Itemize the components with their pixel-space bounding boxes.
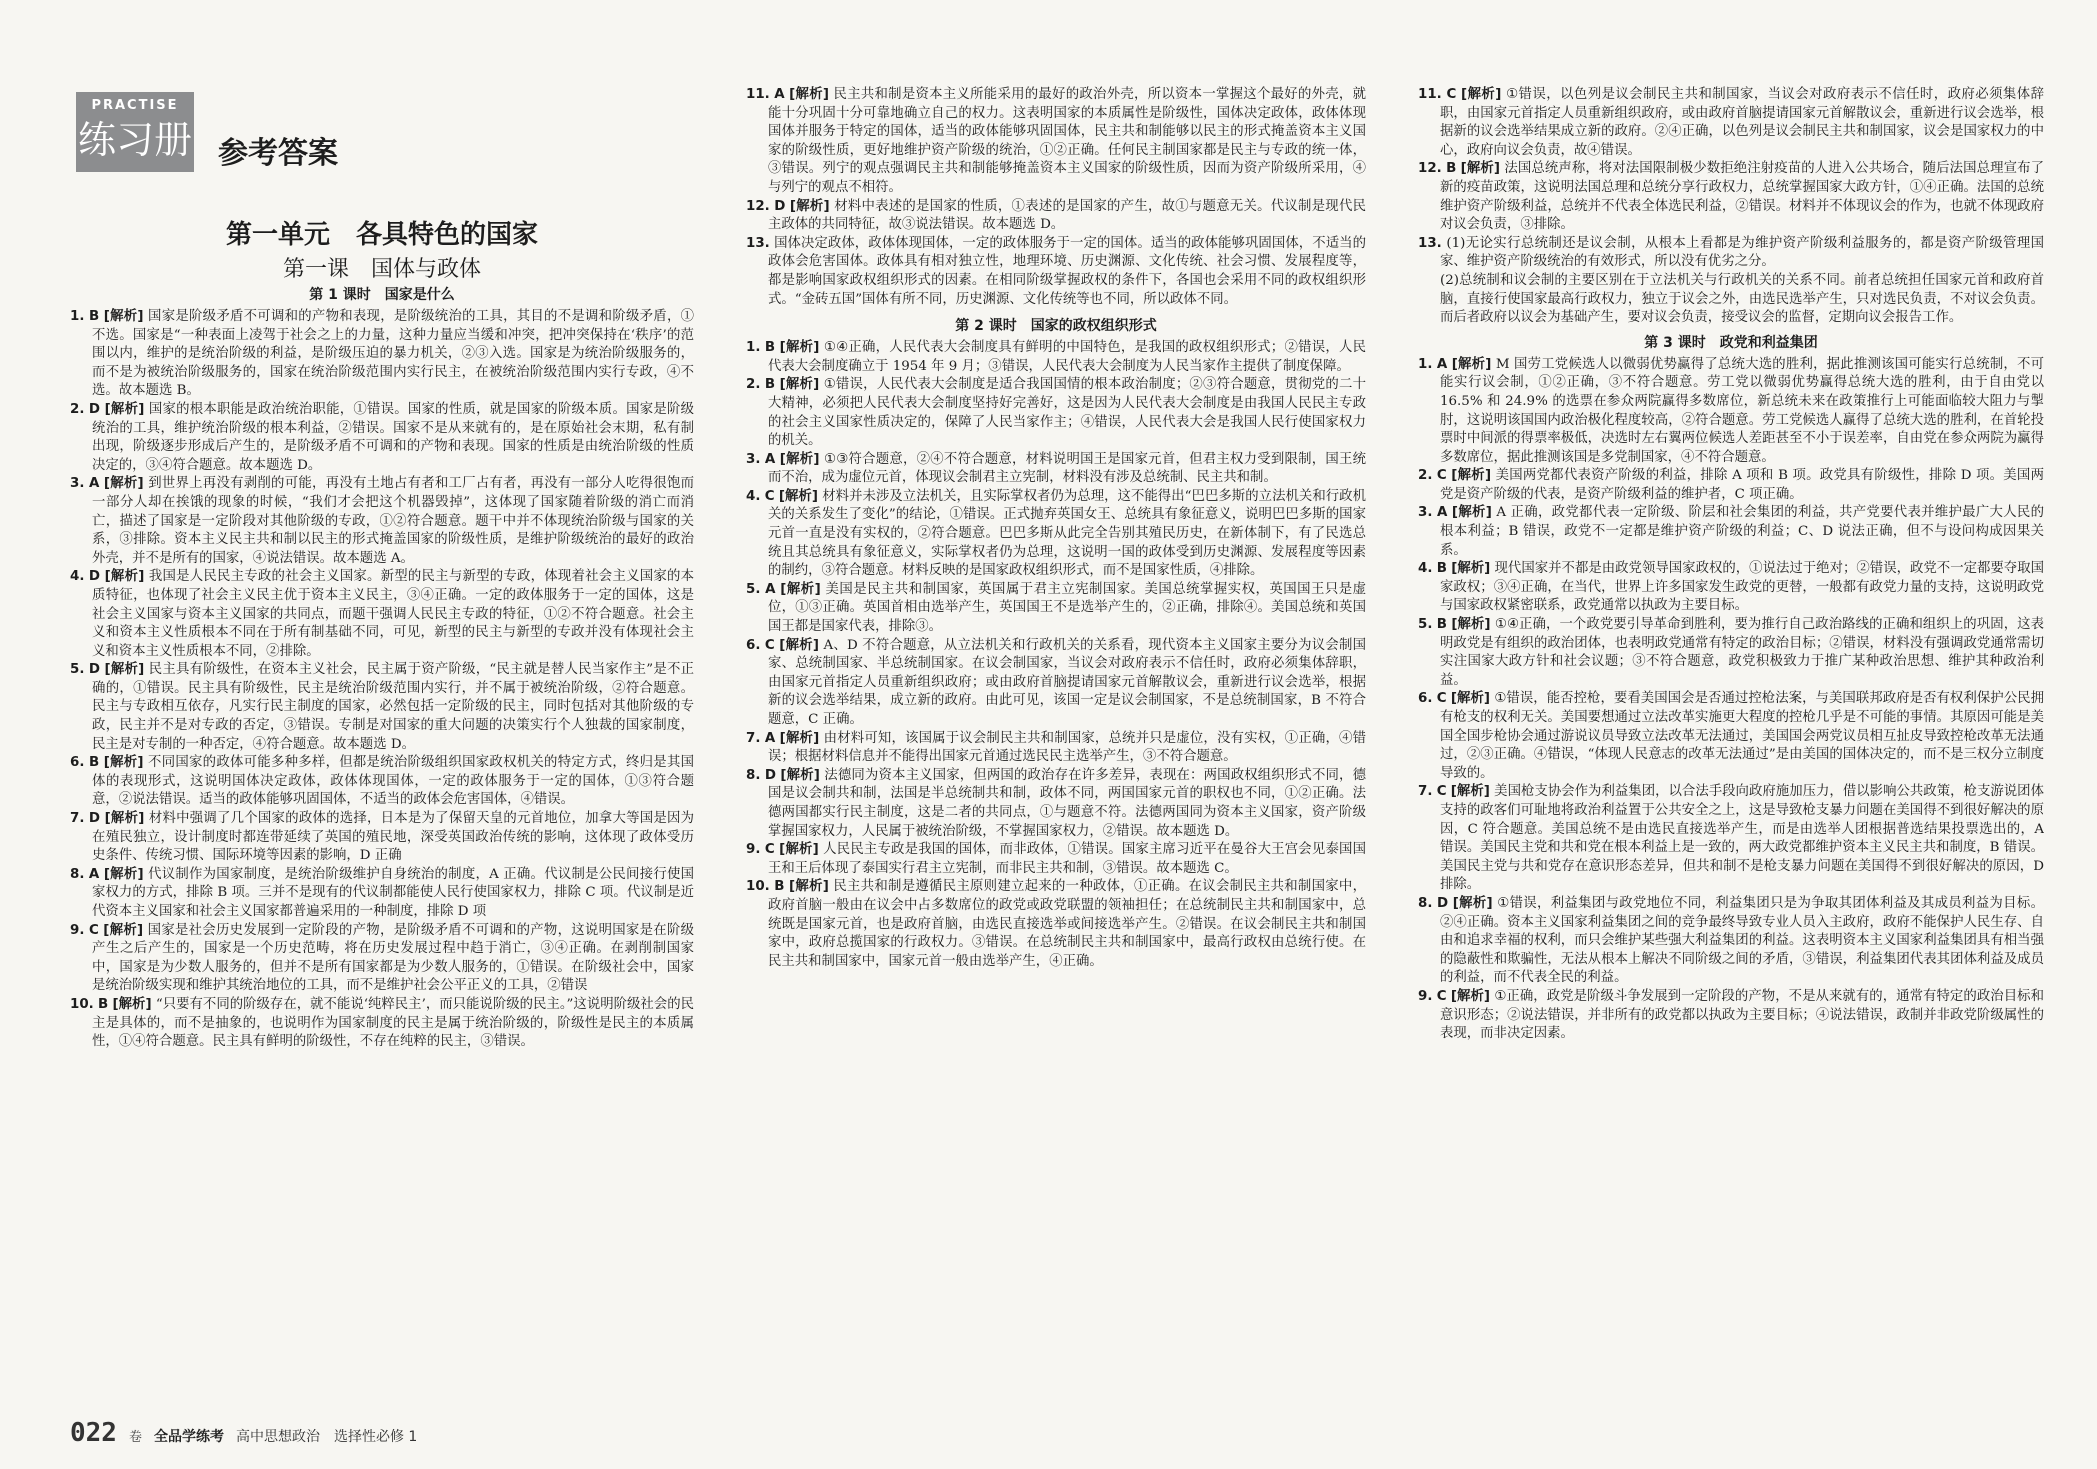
answer-number: 12.	[1418, 161, 1442, 177]
answer-number: 7.	[746, 730, 761, 746]
page-title: 参考答案	[218, 136, 338, 171]
answer-text: 法国总统声称，将对法国限制极少数拒绝注射疫苗的人进入公共场合，随后法国总理宣布了新的疫苗政策，这说明法国总理和总统分享行政权力，总统掌握国家大政方针，①④正确。法国的总统维护资产阶级利益，总统并不代表全体选民利益，②错误。材料并不体现议会的作为，也就不体现政府对议会负责，③排除。	[1440, 161, 2044, 233]
answer-number: 6.	[1418, 691, 1433, 707]
answer-number: 11.	[746, 87, 770, 102]
answer-number: 4.	[1418, 561, 1433, 577]
answer-item	[1418, 467, 2044, 504]
analysis-tag: [解析]	[1460, 161, 1500, 177]
answer-item	[70, 401, 694, 475]
answer-item	[1418, 504, 2044, 560]
answer-item	[746, 235, 1366, 309]
answer-item	[1418, 235, 2044, 272]
answer-item	[70, 754, 694, 810]
analysis-tag: [解析]	[1450, 784, 1490, 800]
answer-choice: B	[774, 879, 785, 895]
answer-item	[746, 339, 1366, 376]
analysis-tag: [解析]	[779, 340, 820, 356]
answer-item	[746, 878, 1366, 971]
period-heading: 第 2 课时 国家的政权组织形式	[955, 318, 1157, 335]
answer-number: 8.	[70, 866, 85, 882]
answer-number: 3.	[70, 476, 85, 492]
answer-text: 美国是民主共和制国家，英国属于君主立宪制国家。美国总统掌握实权，英国国王只是虚位，①③正确。英国首相由选举产生，英国国王不是选举产生的，②正确，排除④。美国总统和英国国王都是国家代表，排除③。	[768, 581, 1366, 635]
answer-number: 13.	[1418, 235, 1442, 251]
analysis-tag: [解析]	[112, 996, 152, 1012]
answer-text: “只要有不同的阶级存在，就不能说‘纯粹民主’，而只能说阶级的民主。”这说明阶级社会的民主是具体的，而不是抽象的，也说明作为国家制度的民主是属于统治阶级的，阶级性是民主的本质属性，①④符合题意。民主具有鲜明的阶级性，不存在纯粹的民主，③错误。	[92, 996, 694, 1050]
answer-item	[1418, 160, 2044, 234]
answer-text: 国家的根本职能是政治统治职能，①错误。国家的性质，就是国家的阶级本质。国家是阶级统治的工具，维护统治阶级的根本利益，②错误。国家不是从来就有的，是在原始社会末期，私有制出现，阶级逐步形成后产生的，是阶级矛盾不可调和的产物和表现。国家的性质是由统治阶级的性质决定的，③④符合题意。故本题选 D。	[92, 401, 694, 473]
analysis-tag: [解析]	[779, 637, 819, 653]
answer-text: (1)无论实行总统制还是议会制，从根本上看都是为维护资产阶级利益服务的，都是资产阶级管理国家、维护资产阶级统治的有效形式，所以没有优劣之分。	[1440, 235, 2044, 270]
answer-item	[1418, 988, 2044, 1044]
answer-text: 不同国家的政体可能多种多样，但都是统治阶级组织国家政权机关的特定方式，终归是其国体的表现形式，这说明国体决定政体，政体体现国体，一定的政体服务于一定的国体，①③符合题意，②说法错误。适当的政体能够巩固国体，不适当的政体会危害国体，④错误。	[92, 755, 694, 808]
answer-text: ①错误，利益集团与政党地位不同，利益集团只是为争取其团体利益及其成员利益为目标。②④正确。资本主义国家利益集团之间的竞争最终导致专业人员入主政府，政府不能保护人民生存、自由和追求幸福的权利，而只会维护某些强大利益集团的利益。这表明资本主义国家利益集团具有相当强的隐蔽性和欺骗性，无法从根本上解决不同阶级之间的矛盾，③错误，利益集团代表其团体利益及成员的利益，而不代表全民的利益。	[1440, 895, 2044, 986]
answer-text: 现代国家并不都是由政党领导国家政权的，①说法过于绝对；②错误，政党不一定都要夺取国家政权；③④正确，在当代，世界上许多国家发生政党的更替，一般都有政党力量的支持，这说明政党与国家政权紧密联系，政党通常以执政为主要目标。	[1440, 561, 2044, 614]
answer-choice: C	[88, 922, 99, 938]
answer-number: 2.	[70, 401, 85, 417]
analysis-tag: [解析]	[780, 767, 820, 783]
analysis-tag: [解析]	[1451, 505, 1492, 521]
page-footer	[70, 1418, 417, 1448]
answer-text: 国家是阶级矛盾不可调和的产物和表现，是阶级统治的工具，其目的不是调和阶级矛盾，①不选。国家是“一种表面上凌驾于社会之上的力量，这种力量应当缓和冲突，把冲突保持在‘秩序’的范围以内，维护的是统治阶级的利益，是阶级压迫的暴力机关，②③入选。国家是为统治阶级服务的，而不是为被统治阶级服务的，国家在统治阶级范围内实行民主，在被统治阶级范围内实行专政，④不选。故本题选 B。	[92, 309, 694, 399]
column-left	[70, 0, 694, 1469]
answer-number: 9.	[70, 922, 85, 938]
analysis-tag: [解析]	[104, 401, 145, 417]
answer-choice: D	[774, 198, 786, 214]
answer-choice: A	[764, 451, 776, 467]
answer-number: 10.	[70, 996, 94, 1012]
answer-choice: A	[765, 581, 776, 597]
answer-text: 民主共和制是资本主义所能采用的最好的政治外壳，所以资本一掌握这个最好的外壳，就能十分巩固十分可靠地确立自己的权力。这表明国家的本质属性是阶级性，国体决定政体，政体体现国体并服务于特定的国体，适当的政体能够巩固国体，民主共和制能够以民主的形式掩盖资本主义国家的阶级性质，更好地维护资产阶级的统治，①②正确。任何民主制国家都是民主与专政的统一体，③错误。列宁的观点强调民主共和制能够掩盖资本主义国家的阶级性质，因而为资产阶级所采用，④与列宁的观点不相符。	[768, 87, 1366, 195]
answer-text: 我国是人民民主专政的社会主义国家。新型的民主与新型的专政，体现着社会主义国家的本质特征，也体现了社会主义民主优于资本主义民主，③④正确。一定的政体服务于一定的国体，这是社会主义国家与资本主义国家的共同点，而题干强调人民民主专政的特征，①②不符合题意。社会主义和资本主义性质根本不同在于所有制基础不同，可见，新型的民主与新型的专政并没有体现社会主义和资本主义性质根本不同，②排除。	[92, 569, 694, 659]
answer-text: ①正确，政党是阶级斗争发展到一定阶段的产物，不是从来就有的，通常有特定的政治目标和意识形态；②说法错误，并非所有的政党都以执政为主要目标；④说法错误，政制并非政党阶级属性的表现，而非决定因素。	[1440, 988, 2044, 1042]
answer-choice: C	[764, 637, 775, 653]
answer-item	[746, 86, 1366, 198]
page-number: 022	[70, 1418, 117, 1448]
answer-choice: B	[1446, 161, 1457, 177]
answer-number: 3.	[746, 451, 761, 467]
footer-subject: 高中思想政治 选择性必修 1	[235, 1429, 418, 1445]
answer-choice: B	[1436, 617, 1447, 633]
unit-title: 第一单元 各具特色的国家	[225, 220, 538, 250]
answer-13-part2: (2)总统制和议会制的主要区别在于立法机关与行政机关的关系不同。前者总统担任国家元首和政府首脑，直接行使国家最高行政权力，独立于议会之外，由选民选举产生，只对选民负责，不对议会负责。而后者政府以议会为基础产生，要对议会负责，接受议会的监督，定期向议会报告工作。	[1440, 272, 2044, 326]
answer-choice: B	[98, 996, 109, 1012]
analysis-tag: [解析]	[779, 730, 820, 746]
answer-choice: C	[764, 488, 775, 504]
answer-list-period1-cont	[746, 86, 1366, 309]
analysis-tag: [解析]	[1452, 895, 1493, 911]
answer-number: 7.	[70, 811, 85, 827]
answer-choice: A	[1436, 505, 1448, 521]
answer-number: 10.	[746, 879, 770, 895]
answer-number: 11.	[1418, 87, 1442, 102]
answer-text: ①④正确，一个政党要引导革命到胜利，要为推行自己政治路线的正确和组织上的巩固，这表明政党是有组织的政治团体，也表明政党通常有特定的政治目标；②错误，材料没有强调政党通常需切实注国家大政方针和社会议题；③不符合题意，政党积极致力于推广某种政治思想、维护其种政治利益。	[1440, 617, 2044, 688]
answer-choice: A	[764, 730, 776, 746]
answer-choice: D	[88, 811, 101, 827]
answer-item	[746, 841, 1366, 878]
answer-choice: B	[88, 755, 100, 771]
answer-choice: B	[764, 377, 776, 393]
answer-choice: B	[764, 340, 776, 356]
answer-list-period2	[746, 339, 1366, 971]
answer-choice: C	[1436, 988, 1447, 1004]
answer-list-period3	[1418, 356, 2044, 1044]
answer-choice: C	[1436, 784, 1447, 800]
analysis-tag: [解析]	[779, 842, 819, 858]
answer-item	[70, 922, 694, 996]
period-heading: 第 1 课时 国家是什么	[309, 287, 455, 303]
answer-choice: A	[88, 476, 100, 492]
answer-item	[746, 730, 1366, 767]
analysis-tag: [解析]	[778, 488, 818, 504]
answer-number: 13.	[746, 235, 770, 251]
analysis-tag: [解析]	[1451, 356, 1492, 372]
answer-number: 5.	[1418, 617, 1433, 633]
answer-text: 国家是社会历史发展到一定阶段的产物，是阶级矛盾不可调和的产物，这说明国家是在阶级产生之后产生的，国家是一个历史范畴，将在历史发展过程中趋于消亡，③④正确。在剥削制国家中，国家是为少数人服务的，但并不是所有国家都是为少数人服务的，①错误。在阶级社会中，国家是统治阶级实现和维护其统治地位的工具，而不是维护社会公平正义的工具，②错误	[92, 922, 694, 994]
analysis-tag: [解析]	[789, 879, 829, 895]
analysis-tag: [解析]	[104, 569, 145, 585]
analysis-tag: [解析]	[1451, 617, 1491, 633]
footer-juan: 卷	[128, 1430, 142, 1445]
answer-item	[746, 581, 1366, 637]
answer-text: ①④正确，人民代表大会制度具有鲜明的中国特色，是我国的政权组织形式；②错误，人民代表大会制度确立于 1954 年 9 月；③错误，人民代表大会制度为人民当家作主提供了制度保障。	[768, 340, 1366, 374]
answer-text: 到世界上再没有剥削的可能，再没有土地占有者和工厂占有者，再没有一部分人吃得很饱而一部分人却在挨饿的现象的时候，“我们才会把这个机器毁掉”，这体现了国家随着阶级的消亡而消亡，描述了国家是一定阶段对其他阶级的专政，①②符合题意。题干中并不体现统治阶级与国家的关系，③排除。资本主义民主共和制以民主的形式掩盖国家的阶级性质，是维护阶级统治的最好的政治外壳，并不是所有的国家，④说法错误。故本题选 A。	[92, 476, 694, 566]
answer-item	[70, 475, 694, 568]
answer-number: 2.	[1418, 468, 1433, 484]
answer-number: 6.	[70, 755, 85, 771]
analysis-tag: [解析]	[103, 309, 144, 324]
answer-text: 法德同为资本主义国家，但两国的政治存在许多差异，表现在：两国政权组织形式不同，德国是议会制共和制，法国是半总统制共和制，政体不同，两国国家元首的职权也不同，①②正确。法德两国都实行民主制度，这是二者的共同点，①与题意不符。法德两国同为资本主义国家，资产阶级掌握国家权力，人民属于被统治阶级，不掌握国家权力，②错误。故本题选 D。	[768, 767, 1366, 839]
answer-list-period2-cont	[1418, 86, 2044, 272]
answer-item	[746, 488, 1366, 581]
answer-number: 7.	[1418, 784, 1433, 800]
answer-text: 国体决定政体，政体体现国体，一定的政体服务于一定的国体。适当的政体能够巩固国体，不适当的政体会危害国体。政体具有相对独立性，地理环境、历史渊源、文化传统、社会习惯、发展程度等，都是影响国家政权组织形式的因素。在相同阶级掌握政权的条件下，各国也会采用不同的政权组织形式。“金砖五国”国体有所不同，历史渊源、文化传统等也不同，所以政体不同。	[768, 235, 1366, 307]
answer-choice: B	[1436, 561, 1447, 577]
analysis-tag: [解析]	[1451, 561, 1491, 577]
analysis-tag: [解析]	[104, 662, 145, 678]
answer-choice: D	[88, 401, 101, 417]
answer-item	[70, 568, 694, 661]
answer-item	[746, 767, 1366, 841]
answer-choice: A	[774, 87, 785, 102]
answer-number: 6.	[746, 637, 761, 653]
analysis-tag: [解析]	[780, 581, 821, 597]
answer-text: 美国两党都代表资产阶级的利益，排除 A 项和 B 项。政党具有阶级性，排除 D 项。美国两党是资产阶级的代表，是资产阶级利益的维护者，C 项正确。	[1440, 468, 2044, 502]
analysis-tag: [解析]	[789, 87, 829, 102]
column-middle	[746, 0, 1366, 1469]
answer-choice: A	[88, 866, 100, 882]
answer-number: 4.	[746, 488, 761, 504]
answer-text: ①③符合题意，②④不符合题意，材料说明国王是国家元首，但君主权力受到限制，国王统而不治，成为虚位元首，体现议会制君主立宪制，材料没有涉及总统制、民主共和制。	[768, 451, 1366, 486]
answer-choice: D	[1436, 895, 1449, 911]
answer-item	[1418, 86, 2044, 160]
answer-item	[1418, 356, 2044, 468]
answer-text: ①错误，能否控枪，要看美国国会是否通过控枪法案，与美国联邦政府是否有权利保护公民拥有枪支的权利无关。美国要想通过立法改革实施更大程度的控枪几乎是不可能的事情。其原因可能是美国全国步枪协会通过游说议员导致立法改革无法通过，美国国会两党议员相互扯皮导致控枪改革无法通过，②③正确。④错误，“体现人民意志的改革无法通过”是由美国的国体决定的，而不是三权分立制度导致的。	[1440, 691, 2044, 781]
answer-item	[1418, 616, 2044, 690]
answer-number: 3.	[1418, 505, 1433, 521]
answer-text: ①错误，以色列是议会制民主共和制国家，当议会对政府表示不信任时，政府必须集体辞职，由国家元首指定人员重新组织政府，或由政府首脑提请国家元首解散议会，重新进行议会选举，根据新的议会选举结果成立新的政府。②④正确，以色列是议会制民主共和制国家，议会是国家权力的中心，政府向议会负责，故④错误。	[1440, 87, 2044, 158]
answer-item	[70, 866, 694, 922]
answer-text: 材料中表述的是国家的性质，①表述的是国家的产生，故①与题意无关。代议制是现代民主政体的共同特征，故③说法错误。故本题选 D。	[768, 198, 1366, 233]
analysis-tag: [解析]	[104, 811, 145, 827]
answer-text: 代议制作为国家制度，是统治阶级维护自身统治的制度，A 正确。代议制是公民间接行使国家权力的方式，排除 B 项。三并不是现有的代议制都能使人民行使国家权力，排除 C 项。代议制是近代资本主义国家和社会主义国家都普遍采用的一种制度，排除 D 项	[92, 866, 694, 919]
answer-number: 2.	[746, 377, 761, 393]
analysis-tag: [解析]	[789, 198, 830, 214]
answer-text: A、D 不符合题意，从立法机关和行政机关的关系看，现代资本主义国家主要分为议会制国家、总统制国家、半总统制国家。在议会制国家，当议会对政府表示不信任时，政府必须集体辞职，由国家元首指定人员重新组织政府；或由政府首脑提请国家元首解散议会，重新进行议会选举，根据新的议会选举结果，成立新的政府。由此可见，该国一定是议会制国家，不是总统制国家，B 不符合题意，C 正确。	[768, 637, 1366, 727]
answer-number: 9.	[1418, 988, 1433, 1004]
answer-text: 民主具有阶级性，在资本主义社会，民主属于资产阶级，“民主就是替人民当家作主”是不正确的，①错误。民主具有阶级性，民主是统治阶级范围内实行，并不属于被统治阶级，②符合题意。民主与专政相互依存，凡实行民主制度的国家，必然包括一定阶级的民主，同时包括对其他阶级的专政，民主并不是对专政的否定，③错误。专制是对国家的重大问题的决策实行个人独裁的国家制度，民主是对专制的一种否定，④符合题意。故本题选 D。	[92, 662, 694, 752]
answer-item	[746, 376, 1366, 450]
answer-item	[70, 996, 694, 1052]
analysis-tag: [解析]	[103, 866, 144, 882]
answer-choice: C	[764, 842, 775, 858]
answer-text: 由材料可知，该国属于议会制民主共和制国家，总统并只是虚位，没有实权，①正确，④错误；根据材料信息并不能得出国家元首通过选民民主选举产生，③不符合题意。	[768, 730, 1366, 765]
answer-item	[746, 451, 1366, 488]
answer-text: ①错误，人民代表大会制度是适合我国国情的根本政治制度；②③符合题意，贯彻党的二十大精神，必须把人民代表大会制度坚持好完善好，这是因为人民代表大会制度是由我国人民民主专政的社会主义国家性质决定的，保障了人民当家作主；④错误，人民代表大会是我国人民行使国家权力的机关。	[768, 377, 1366, 449]
badge-main-text: 练习册	[77, 118, 192, 162]
answer-number: 9.	[746, 842, 761, 858]
answer-item	[746, 637, 1366, 730]
answer-choice: B	[88, 309, 100, 324]
answer-number: 8.	[746, 767, 761, 783]
answer-choice: A	[1436, 356, 1448, 372]
answer-item	[70, 810, 694, 866]
answer-number: 5.	[746, 581, 761, 597]
answer-text: M 国劳工党候选人以微弱优势赢得了总统大选的胜利，据此推测该国可能实行总统制，不可能实行议会制，①②正确，③不符合题意。劳工党以微弱优势赢得总统大选的胜利，由于自由党以 16.5% 和 24.9% 的选票在参众两院赢得多数席位，新总统未来在政策推行上可能面临较大阻力与掣肘，这说明该国国内政治极化程度较高，②符合题意。劳工党候选人赢得了总统大选的胜利，在首轮投票时中间派的得票率极低，决选时左右翼两位候选人差距甚至不小于误差率，自由党在参众两院为赢得多数席位，据此推测该国是多党制国家，④不符合题意。	[1440, 356, 2044, 465]
answer-number: 1.	[746, 340, 761, 356]
analysis-tag: [解析]	[779, 377, 820, 393]
answer-choice: D	[88, 662, 101, 678]
answer-number: 8.	[1418, 895, 1433, 911]
answer-item	[1418, 560, 2044, 616]
analysis-tag: [解析]	[1450, 691, 1491, 707]
analysis-tag: [解析]	[1461, 87, 1502, 102]
answer-number: 4.	[70, 569, 85, 585]
answer-item	[70, 661, 694, 754]
answer-number: 1.	[70, 309, 85, 324]
analysis-tag: [解析]	[1451, 468, 1492, 484]
analysis-tag: [解析]	[1450, 988, 1491, 1004]
analysis-tag: [解析]	[103, 476, 144, 492]
footer-brand: 全品学练考	[153, 1429, 224, 1445]
analysis-tag: [解析]	[103, 755, 144, 771]
answer-number: 5.	[70, 662, 85, 678]
answer-text: A 正确，政党都代表一定阶级、阶层和社会集团的利益，共产党要代表并维护最广大人民的根本利益；B 错误，政党不一定都是维护资产阶级的利益；C、D 说法正确，但不与设问构成因果关系。	[1440, 505, 2044, 558]
answer-item	[746, 198, 1366, 235]
answer-text: 人民民主专政是我国的国体，而非政体，①错误。国家主席习近平在曼谷大王宫会见泰国国王和王后体现了泰国实行君主立宪制，而非民主共和制，③错误。故本题选 C。	[768, 842, 1366, 876]
column-right	[1418, 0, 2044, 1469]
lesson-title: 第一课 国体与政体	[282, 257, 481, 282]
answer-item	[70, 308, 694, 401]
answer-text: 民主共和制是遵循民主原则建立起来的一种政体，①正确。在议会制民主共和制国家中，政府首脑一般由在议会中占多数席位的政党或政党联盟的领袖担任；在总统制民主共和制国家中，总统既是国家元首，也是政府首脑，由选民直接选举或间接选举产生。②错误。在议会制民主共和制国家中，政府总揽国家的行政权力。③错误。在总统制民主共和制国家中，最高行政权由总统行使。在民主共和制国家中，国家元首一般由选举产生，④正确。	[768, 879, 1366, 969]
answer-number: 12.	[746, 198, 770, 214]
period-heading: 第 3 课时 政党和利益集团	[1644, 334, 1818, 351]
answer-number: 1.	[1418, 356, 1433, 372]
answer-choice: C	[1436, 691, 1447, 707]
answer-item	[1418, 895, 2044, 988]
answer-list-period1	[70, 308, 694, 1052]
answer-text: 材料并未涉及立法机关，且实际掌权者仍为总理，这不能得出“巴巴多斯的立法机关和行政机关的关系发生了变化”的结论，①错误。正式抛弃英国女王、总统具有象征意义，说明巴巴多斯的国家元首一直是没有实权的，②符合题意。巴巴多斯从此完全告别其殖民历史，在新体制下，有了民选总统且其总统具有象征意义，实际掌权者仍为总理，这说明一国的政体受到历史渊源、发展程度等因素的制约，③符合题意。材料反映的是国家政权组织形式，而不是国家性质，④排除。	[768, 488, 1366, 579]
answer-item	[1418, 690, 2044, 783]
answer-choice: D	[764, 767, 776, 783]
answer-text: 美国枪支协会作为利益集团，以合法手段向政府施加压力，借以影响公共政策，枪支游说团体支持的政客们可耻地将政治利益置于公共安全之上，这是导致枪支暴力问题在美国得不到很好解决的原因，C 符合题意。美国总统不是由选民直接选举产生，而是由选举人团根据普选结果投票选出的，A 错误。美国民主党和共和党在根本利益上是一致的，两大政党都维护资本主义民主共和制度，B 错误。美国民主党与共和党存在意识形态差异，但共和制不是枪支暴力问题在美国得不到很好解决的原因，D 排除。	[1440, 784, 2044, 893]
answer-choice: C	[1446, 87, 1457, 102]
analysis-tag: [解析]	[103, 922, 144, 938]
answer-text: 材料中强调了几个国家的政体的选择，日本是为了保留天皇的元首地位，加拿大等国是因为在殖民独立，设计制度时都连带延续了英国的殖民地，深受英国政治传统的影响，这体现了政体受历史条件、传统习惯、国际环境等因素的影响，D 正确	[92, 811, 694, 864]
answer-choice: D	[88, 569, 101, 585]
analysis-tag: [解析]	[779, 451, 820, 467]
answer-item	[1418, 783, 2044, 895]
answer-choice: C	[1436, 468, 1447, 484]
badge-top-text: PRACTISE	[91, 98, 179, 113]
